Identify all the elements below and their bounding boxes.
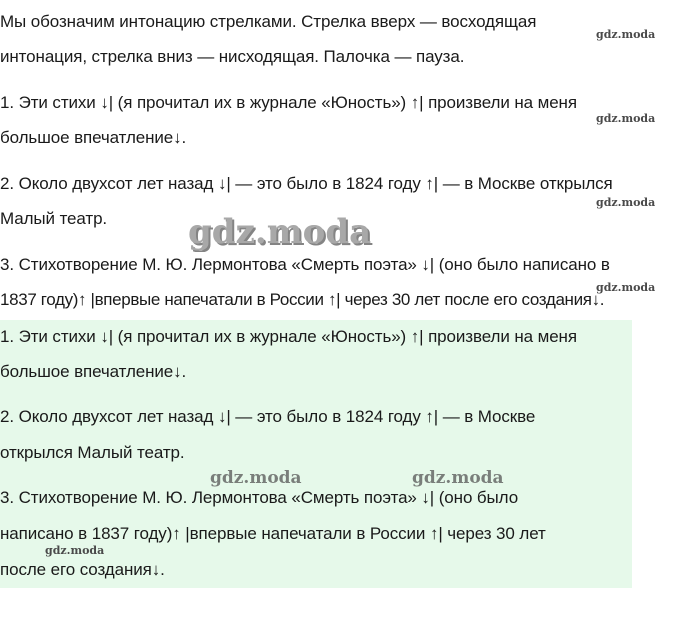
task-sentence-1-line-2: большое впечатление↓. bbox=[0, 128, 187, 147]
answer-sentence-3-line-2: написано в 1837 году)↑ |впервые напечатали в России ↑| через 30 лет bbox=[0, 524, 546, 543]
task-sentence-3-line-2: 1837 году)↑ |впервые напечатали в России ↑| через 30 лет после его создания↓. bbox=[0, 290, 605, 309]
answer-sentence-2-line-2: открылся Малый театр. bbox=[0, 443, 185, 462]
watermark: gdz.moda bbox=[596, 112, 656, 125]
watermark: gdz.moda bbox=[45, 544, 105, 557]
intro-line-2: интонация, стрелка вниз — нисходящая. Палочка — пауза. bbox=[0, 47, 465, 66]
watermark: gdz.moda bbox=[210, 468, 302, 488]
task-sentence-2-line-1: 2. Около двухсот лет назад ↓| — это было в 1824 году ↑| — в Москве открылся bbox=[0, 174, 613, 193]
answer-sentence-3-line-3: после его создания↓. bbox=[0, 560, 165, 579]
task-sentence-1-line-1: 1. Эти стихи ↓| (я прочитал их в журнале «Юность») ↑| произвели на меня bbox=[0, 93, 577, 112]
watermark: gdz.moda bbox=[596, 196, 656, 209]
answer-sentence-1-line-2: большое впечатление↓. bbox=[0, 362, 187, 381]
answer-sentence-2-line-1: 2. Около двухсот лет назад ↓| — это было в 1824 году ↑| — в Москве bbox=[0, 407, 536, 426]
answer-sentence-1-line-1: 1. Эти стихи ↓| (я прочитал их в журнале «Юность») ↑| произвели на меня bbox=[0, 327, 577, 346]
answer-sentence-3-line-1: 3. Стихотворение М. Ю. Лермонтова «Смерть поэта» ↓| (оно было bbox=[0, 488, 519, 507]
watermark: gdz.moda bbox=[412, 468, 504, 488]
watermark: gdz.moda bbox=[596, 281, 656, 294]
watermark-large: gdz.moda bbox=[188, 212, 372, 252]
task-sentence-3-line-1: 3. Стихотворение М. Ю. Лермонтова «Смерть поэта» ↓| (оно было написано в bbox=[0, 255, 610, 274]
watermark: gdz.moda bbox=[596, 28, 656, 41]
task-sentence-2-line-2: Малый театр. bbox=[0, 209, 108, 228]
intro-line-1: Мы обозначим интонацию стрелками. Стрелка вверх — восходящая bbox=[0, 12, 537, 31]
